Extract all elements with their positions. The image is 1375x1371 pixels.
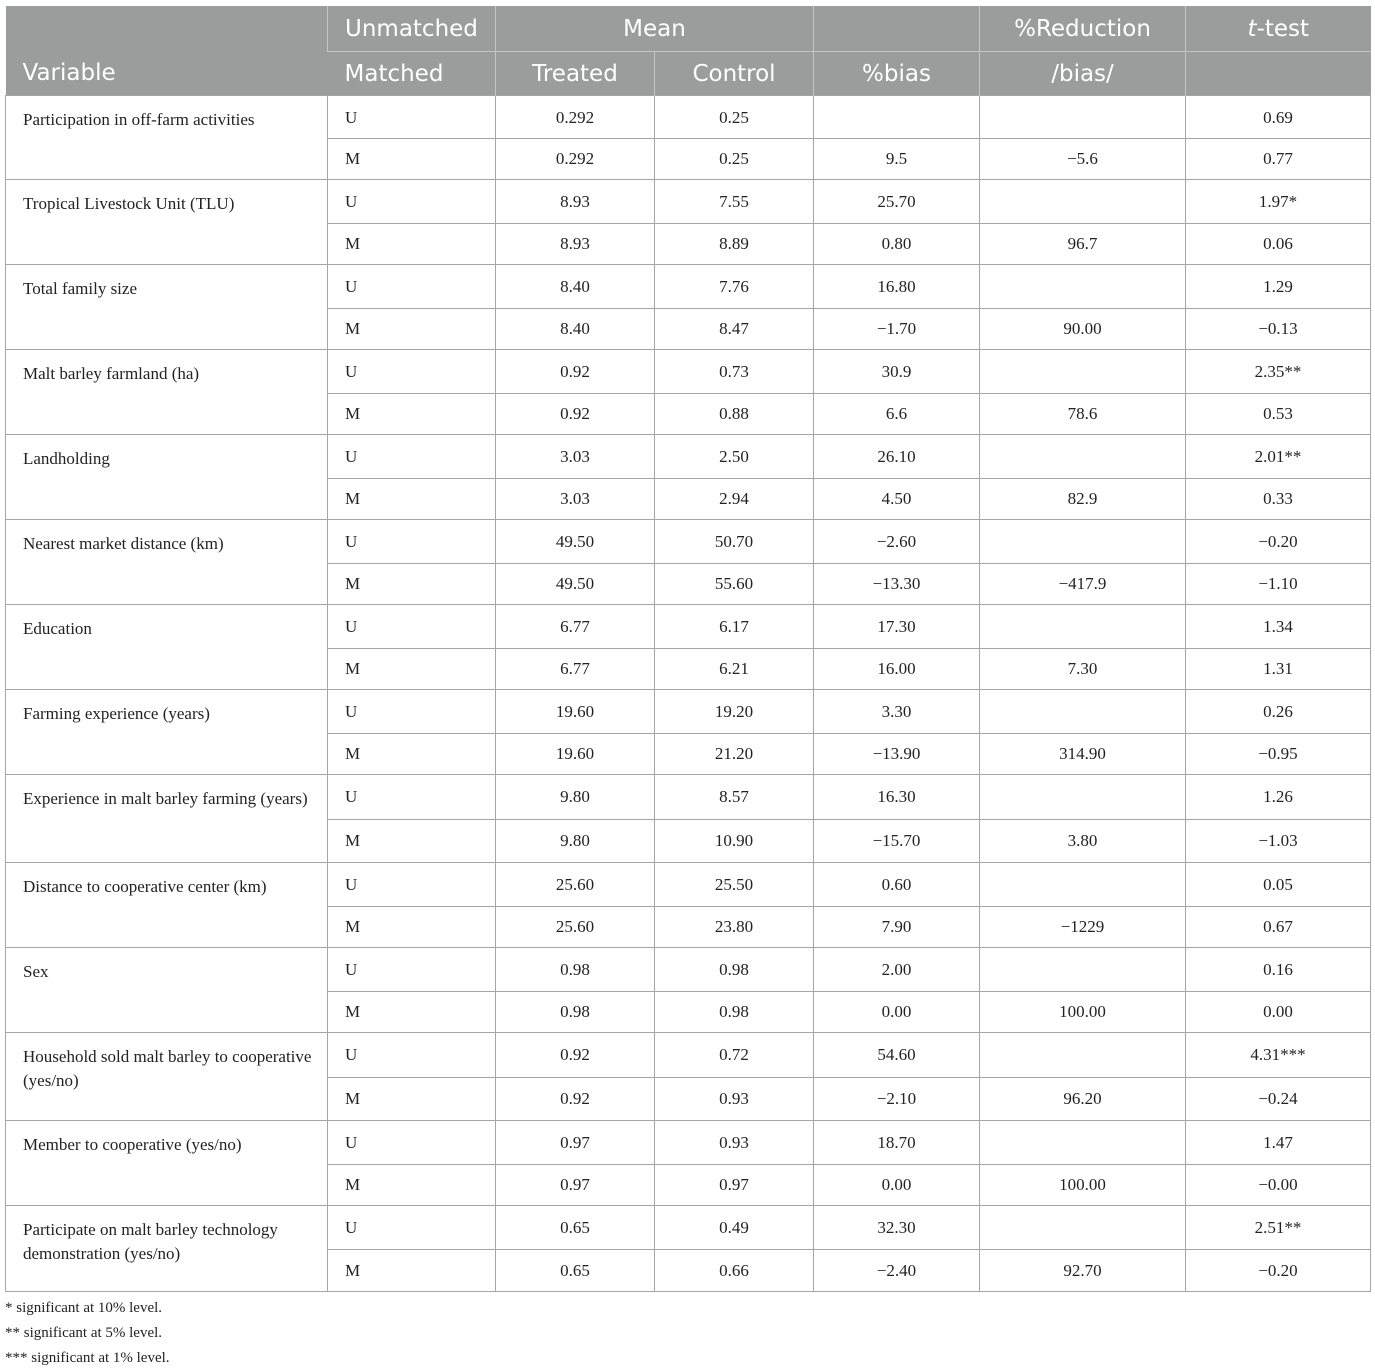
treated-value: 49.50 — [496, 520, 655, 564]
header-mean: Mean — [496, 6, 814, 52]
ttest-value: −0.13 — [1186, 309, 1371, 350]
reduction-value: 92.70 — [980, 1250, 1186, 1292]
ttest-value: −0.20 — [1186, 520, 1371, 564]
reduction-value: −417.9 — [980, 564, 1186, 605]
treated-value: 8.93 — [496, 224, 655, 265]
treated-value: 8.93 — [496, 180, 655, 224]
sample-label: U — [328, 1206, 496, 1250]
variable-name: Experience in malt barley farming (years) — [6, 775, 328, 863]
ttest-value: 1.26 — [1186, 775, 1371, 820]
ttest-value: 0.05 — [1186, 863, 1371, 907]
sample-label: U — [328, 265, 496, 309]
control-value: 0.93 — [655, 1078, 814, 1121]
reduction-value — [980, 350, 1186, 394]
control-value: 8.47 — [655, 309, 814, 350]
bias-value: 25.70 — [814, 180, 980, 224]
sample-label: M — [328, 649, 496, 690]
ttest-value: 2.51** — [1186, 1206, 1371, 1250]
reduction-value — [980, 96, 1186, 139]
bias-value: 18.70 — [814, 1121, 980, 1165]
ttest-value: 1.31 — [1186, 649, 1371, 690]
ttest-value: 1.34 — [1186, 605, 1371, 649]
sample-label: U — [328, 775, 496, 820]
footnote: * significant at 10% level. — [5, 1300, 163, 1316]
variable-name: Farming experience (years) — [6, 690, 328, 775]
reduction-value: 82.9 — [980, 479, 1186, 520]
ttest-value: 1.29 — [1186, 265, 1371, 309]
control-value: 0.25 — [655, 139, 814, 180]
sample-label: U — [328, 690, 496, 734]
reduction-value: 100.00 — [980, 1165, 1186, 1206]
balancing-test-table — [5, 6, 1371, 1292]
table-row — [6, 180, 1371, 224]
control-value: 7.55 — [655, 180, 814, 224]
reduction-value: 96.7 — [980, 224, 1186, 265]
table-row — [6, 948, 1371, 992]
ttest-value: −0.24 — [1186, 1078, 1371, 1121]
variable-name: Distance to cooperative center (km) — [6, 863, 328, 948]
treated-value: 0.92 — [496, 350, 655, 394]
variable-name: Education — [6, 605, 328, 690]
control-value: 23.80 — [655, 907, 814, 948]
header-ttest-rest: -test — [1256, 15, 1310, 42]
header-reduction-top: %Reduction — [980, 6, 1186, 52]
reduction-value — [980, 1033, 1186, 1078]
control-value: 0.25 — [655, 96, 814, 139]
treated-value: 0.97 — [496, 1165, 655, 1206]
sample-label: M — [328, 309, 496, 350]
sample-label: U — [328, 1121, 496, 1165]
ttest-value: 0.06 — [1186, 224, 1371, 265]
reduction-value: 96.20 — [980, 1078, 1186, 1121]
variable-name: Member to cooperative (yes/no) — [6, 1121, 328, 1206]
bias-value: 7.90 — [814, 907, 980, 948]
variable-name: Sex — [6, 948, 328, 1033]
sample-label: M — [328, 992, 496, 1033]
bias-value: −13.90 — [814, 734, 980, 775]
variable-name: Household sold malt barley to cooperative (yes/no) — [6, 1033, 328, 1121]
table-row — [6, 690, 1371, 734]
bias-value: 2.00 — [814, 948, 980, 992]
table-body — [6, 96, 1371, 1292]
table-row — [6, 605, 1371, 649]
reduction-value — [980, 1121, 1186, 1165]
bias-value: 4.50 — [814, 479, 980, 520]
bias-value: −2.60 — [814, 520, 980, 564]
sample-label: M — [328, 479, 496, 520]
sample-label: U — [328, 948, 496, 992]
sample-label: M — [328, 224, 496, 265]
reduction-value: 314.90 — [980, 734, 1186, 775]
reduction-value — [980, 435, 1186, 479]
footnotes — [5, 1296, 170, 1371]
bias-value: 0.00 — [814, 992, 980, 1033]
reduction-value — [980, 1206, 1186, 1250]
bias-value: 16.30 — [814, 775, 980, 820]
sample-label: U — [328, 180, 496, 224]
sample-label: M — [328, 907, 496, 948]
ttest-value: 1.47 — [1186, 1121, 1371, 1165]
sample-label: M — [328, 820, 496, 863]
bias-value: −1.70 — [814, 309, 980, 350]
bias-value: 0.00 — [814, 1165, 980, 1206]
table-row — [6, 1033, 1371, 1078]
ttest-value: 0.16 — [1186, 948, 1371, 992]
table-header — [6, 6, 1371, 96]
header-treated: Treated — [496, 52, 655, 96]
ttest-value: −1.03 — [1186, 820, 1371, 863]
reduction-value — [980, 948, 1186, 992]
treated-value: 0.92 — [496, 394, 655, 435]
treated-value: 0.97 — [496, 1121, 655, 1165]
control-value: 0.93 — [655, 1121, 814, 1165]
control-value: 8.57 — [655, 775, 814, 820]
ttest-value: −0.00 — [1186, 1165, 1371, 1206]
control-value: 21.20 — [655, 734, 814, 775]
treated-value: 3.03 — [496, 435, 655, 479]
reduction-value — [980, 690, 1186, 734]
control-value: 2.94 — [655, 479, 814, 520]
sample-label: U — [328, 605, 496, 649]
sample-label: U — [328, 96, 496, 139]
reduction-value — [980, 775, 1186, 820]
treated-value: 0.65 — [496, 1250, 655, 1292]
variable-name: Landholding — [6, 435, 328, 520]
treated-value: 0.292 — [496, 139, 655, 180]
bias-value: 26.10 — [814, 435, 980, 479]
treated-value: 25.60 — [496, 907, 655, 948]
sample-label: U — [328, 863, 496, 907]
sample-label: U — [328, 1033, 496, 1078]
table-row — [6, 1121, 1371, 1165]
bias-value: 32.30 — [814, 1206, 980, 1250]
treated-value: 0.292 — [496, 96, 655, 139]
header-control: Control — [655, 52, 814, 96]
ttest-value: 2.35** — [1186, 350, 1371, 394]
bias-value: 9.5 — [814, 139, 980, 180]
control-value: 6.17 — [655, 605, 814, 649]
footnote: ** significant at 5% level. — [5, 1325, 163, 1341]
header-ttest-blank — [1186, 52, 1371, 96]
ttest-value: 0.53 — [1186, 394, 1371, 435]
variable-name: Participate on malt barley technology demonstration (yes/no) — [6, 1206, 328, 1292]
table-row — [6, 775, 1371, 820]
bias-value: 30.9 — [814, 350, 980, 394]
control-value: 25.50 — [655, 863, 814, 907]
table-row — [6, 1206, 1371, 1250]
control-value: 10.90 — [655, 820, 814, 863]
reduction-value — [980, 265, 1186, 309]
table-row — [6, 96, 1371, 139]
control-value: 7.76 — [655, 265, 814, 309]
sample-label: U — [328, 435, 496, 479]
treated-value: 19.60 — [496, 690, 655, 734]
ttest-value: 0.67 — [1186, 907, 1371, 948]
treated-value: 0.92 — [496, 1033, 655, 1078]
reduction-value — [980, 863, 1186, 907]
control-value: 6.21 — [655, 649, 814, 690]
table-row — [6, 520, 1371, 564]
header-unmatched: Unmatched — [328, 6, 496, 52]
ttest-value: 4.31*** — [1186, 1033, 1371, 1078]
footnote: *** significant at 1% level. — [5, 1350, 170, 1366]
header-ttest-italic: t — [1247, 15, 1257, 42]
control-value: 0.49 — [655, 1206, 814, 1250]
header-bias: %bias — [814, 52, 980, 96]
reduction-value: −1229 — [980, 907, 1186, 948]
variable-name: Participation in off-farm activities — [6, 96, 328, 180]
variable-name: Total family size — [6, 265, 328, 350]
header-variable: Variable — [6, 6, 328, 96]
reduction-value: −5.6 — [980, 139, 1186, 180]
control-value: 0.98 — [655, 948, 814, 992]
control-value: 0.88 — [655, 394, 814, 435]
treated-value: 8.40 — [496, 265, 655, 309]
bias-value: −15.70 — [814, 820, 980, 863]
treated-value: 0.65 — [496, 1206, 655, 1250]
header-reduction-bottom: /bias/ — [980, 52, 1186, 96]
bias-value: 54.60 — [814, 1033, 980, 1078]
treated-value: 6.77 — [496, 649, 655, 690]
variable-name: Nearest market distance (km) — [6, 520, 328, 605]
sample-label: U — [328, 520, 496, 564]
bias-value: −2.10 — [814, 1078, 980, 1121]
control-value: 2.50 — [655, 435, 814, 479]
control-value: 19.20 — [655, 690, 814, 734]
control-value: 0.66 — [655, 1250, 814, 1292]
ttest-value: 0.33 — [1186, 479, 1371, 520]
bias-value: 16.80 — [814, 265, 980, 309]
ttest-value: 0.77 — [1186, 139, 1371, 180]
treated-value: 6.77 — [496, 605, 655, 649]
reduction-value: 78.6 — [980, 394, 1186, 435]
ttest-value: −1.10 — [1186, 564, 1371, 605]
treated-value: 0.98 — [496, 992, 655, 1033]
header-bias-blank — [814, 6, 980, 52]
header-ttest — [1186, 6, 1371, 52]
ttest-value: −0.95 — [1186, 734, 1371, 775]
bias-value: 0.60 — [814, 863, 980, 907]
treated-value: 3.03 — [496, 479, 655, 520]
reduction-value: 100.00 — [980, 992, 1186, 1033]
reduction-value — [980, 180, 1186, 224]
treated-value: 0.98 — [496, 948, 655, 992]
reduction-value — [980, 520, 1186, 564]
control-value: 0.72 — [655, 1033, 814, 1078]
ttest-value: 0.69 — [1186, 96, 1371, 139]
variable-name: Tropical Livestock Unit (TLU) — [6, 180, 328, 265]
control-value: 8.89 — [655, 224, 814, 265]
reduction-value: 90.00 — [980, 309, 1186, 350]
control-value: 0.98 — [655, 992, 814, 1033]
header-matched: Matched — [328, 52, 496, 96]
sample-label: M — [328, 139, 496, 180]
bias-value: −2.40 — [814, 1250, 980, 1292]
table-row — [6, 435, 1371, 479]
reduction-value — [980, 605, 1186, 649]
treated-value: 9.80 — [496, 775, 655, 820]
control-value: 0.73 — [655, 350, 814, 394]
sample-label: M — [328, 1165, 496, 1206]
bias-value: 17.30 — [814, 605, 980, 649]
bias-value: −13.30 — [814, 564, 980, 605]
control-value: 50.70 — [655, 520, 814, 564]
ttest-value: 0.26 — [1186, 690, 1371, 734]
ttest-value: 2.01** — [1186, 435, 1371, 479]
variable-name: Malt barley farmland (ha) — [6, 350, 328, 435]
ttest-value: −0.20 — [1186, 1250, 1371, 1292]
table-row — [6, 350, 1371, 394]
bias-value: 16.00 — [814, 649, 980, 690]
bias-value: 6.6 — [814, 394, 980, 435]
sample-label: M — [328, 734, 496, 775]
ttest-value: 0.00 — [1186, 992, 1371, 1033]
ttest-value: 1.97* — [1186, 180, 1371, 224]
sample-label: M — [328, 394, 496, 435]
sample-label: M — [328, 564, 496, 605]
bias-value: 0.80 — [814, 224, 980, 265]
reduction-value: 3.80 — [980, 820, 1186, 863]
bias-value — [814, 96, 980, 139]
sample-label: M — [328, 1078, 496, 1121]
control-value: 0.97 — [655, 1165, 814, 1206]
sample-label: U — [328, 350, 496, 394]
treated-value: 19.60 — [496, 734, 655, 775]
table-row — [6, 863, 1371, 907]
table-row — [6, 265, 1371, 309]
sample-label: M — [328, 1250, 496, 1292]
reduction-value: 7.30 — [980, 649, 1186, 690]
treated-value: 25.60 — [496, 863, 655, 907]
treated-value: 9.80 — [496, 820, 655, 863]
bias-value: 3.30 — [814, 690, 980, 734]
treated-value: 8.40 — [496, 309, 655, 350]
treated-value: 49.50 — [496, 564, 655, 605]
control-value: 55.60 — [655, 564, 814, 605]
treated-value: 0.92 — [496, 1078, 655, 1121]
